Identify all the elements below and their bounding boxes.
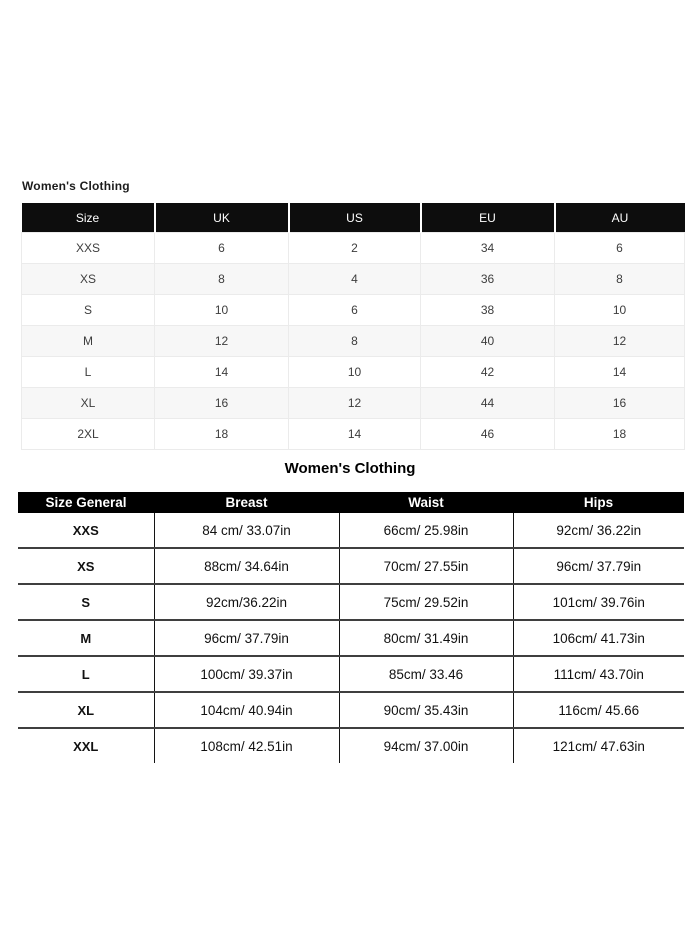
us-cell: 12 — [289, 388, 421, 419]
hips-cell: 106cm/ 41.73in — [513, 620, 684, 656]
table-row — [22, 233, 685, 264]
breast-cell: 92cm/36.22in — [154, 584, 339, 620]
size-cell: XXL — [73, 738, 99, 754]
size-cell: S — [81, 594, 91, 610]
size-conversion-body — [22, 233, 685, 450]
uk-cell: 12 — [155, 326, 289, 357]
breast-cell: 96cm/ 37.79in — [154, 620, 339, 656]
waist-cell: 90cm/ 35.43in — [339, 692, 513, 728]
eu-cell: 40 — [421, 326, 555, 357]
measurements-table — [18, 492, 684, 763]
size-cell: S — [22, 295, 155, 326]
waist-cell: 94cm/ 37.00in — [339, 728, 513, 763]
size-cell: L — [22, 357, 155, 388]
column-header-size-general: Size General — [18, 492, 154, 513]
breast-cell: 108cm/ 42.51in — [154, 728, 339, 763]
table-row — [18, 584, 684, 620]
table-row — [18, 548, 684, 584]
measurements-body — [18, 513, 684, 763]
uk-cell: 8 — [155, 264, 289, 295]
waist-cell: 80cm/ 31.49in — [339, 620, 513, 656]
eu-cell: 34 — [421, 233, 555, 264]
table-row — [18, 513, 684, 548]
table-row — [18, 620, 684, 656]
au-cell: 12 — [555, 326, 685, 357]
table-row — [22, 264, 685, 295]
us-cell: 14 — [289, 419, 421, 450]
us-cell: 4 — [289, 264, 421, 295]
size-cell: 2XL — [22, 419, 155, 450]
hips-cell: 92cm/ 36.22in — [513, 513, 684, 548]
waist-cell: 75cm/ 29.52in — [339, 584, 513, 620]
au-cell: 8 — [555, 264, 685, 295]
breast-cell: 104cm/ 40.94in — [154, 692, 339, 728]
eu-cell: 44 — [421, 388, 555, 419]
size-cell: XL — [22, 388, 155, 419]
section1-label: Women's Clothing — [22, 179, 130, 193]
table-row — [22, 295, 685, 326]
section2-title: Women's Clothing — [284, 460, 416, 477]
uk-cell: 6 — [155, 233, 289, 264]
column-header-eu: EU — [421, 203, 555, 233]
size-conversion-header — [22, 203, 685, 233]
uk-cell: 16 — [155, 388, 289, 419]
breast-cell: 88cm/ 34.64in — [154, 548, 339, 584]
uk-cell: 10 — [155, 295, 289, 326]
size-cell: XXS — [72, 522, 99, 538]
size-cell: L — [81, 666, 90, 682]
size-conversion-table — [21, 203, 685, 450]
uk-cell: 14 — [155, 357, 289, 388]
au-cell: 14 — [555, 357, 685, 388]
hips-cell: 111cm/ 43.70in — [513, 656, 684, 692]
column-header-us: US — [289, 203, 421, 233]
us-cell: 6 — [289, 295, 421, 326]
column-header-au: AU — [555, 203, 685, 233]
eu-cell: 42 — [421, 357, 555, 388]
table-row — [22, 326, 685, 357]
us-cell: 2 — [289, 233, 421, 264]
header-row — [18, 492, 684, 513]
eu-cell: 36 — [421, 264, 555, 295]
hips-cell: 116cm/ 45.66 — [513, 692, 684, 728]
hips-cell: 96cm/ 37.79in — [513, 548, 684, 584]
eu-cell: 38 — [421, 295, 555, 326]
column-header-uk: UK — [155, 203, 289, 233]
size-cell: XXS — [22, 233, 155, 264]
size-cell: XL — [77, 702, 95, 718]
hips-cell: 121cm/ 47.63in — [513, 728, 684, 763]
us-cell: 10 — [289, 357, 421, 388]
size-cell: M — [80, 630, 92, 646]
size-cell: XS — [22, 264, 155, 295]
waist-cell: 85cm/ 33.46 — [339, 656, 513, 692]
measurements-header — [18, 492, 684, 513]
au-cell: 10 — [555, 295, 685, 326]
size-cell: XS — [77, 558, 95, 574]
us-cell: 8 — [289, 326, 421, 357]
table-row — [18, 656, 684, 692]
column-header-size: Size — [22, 203, 155, 233]
waist-cell: 66cm/ 25.98in — [339, 513, 513, 548]
table-row — [18, 728, 684, 763]
column-header-hips: Hips — [513, 492, 684, 513]
au-cell: 16 — [555, 388, 685, 419]
table-row — [18, 692, 684, 728]
au-cell: 6 — [555, 233, 685, 264]
column-header-waist: Waist — [339, 492, 513, 513]
uk-cell: 18 — [155, 419, 289, 450]
header-row — [22, 203, 685, 233]
waist-cell: 70cm/ 27.55in — [339, 548, 513, 584]
table-row — [22, 419, 685, 450]
breast-cell: 84 cm/ 33.07in — [154, 513, 339, 548]
size-cell: M — [22, 326, 155, 357]
eu-cell: 46 — [421, 419, 555, 450]
column-header-breast: Breast — [154, 492, 339, 513]
table-row — [22, 388, 685, 419]
breast-cell: 100cm/ 39.37in — [154, 656, 339, 692]
au-cell: 18 — [555, 419, 685, 450]
table-row — [22, 357, 685, 388]
hips-cell: 101cm/ 39.76in — [513, 584, 684, 620]
